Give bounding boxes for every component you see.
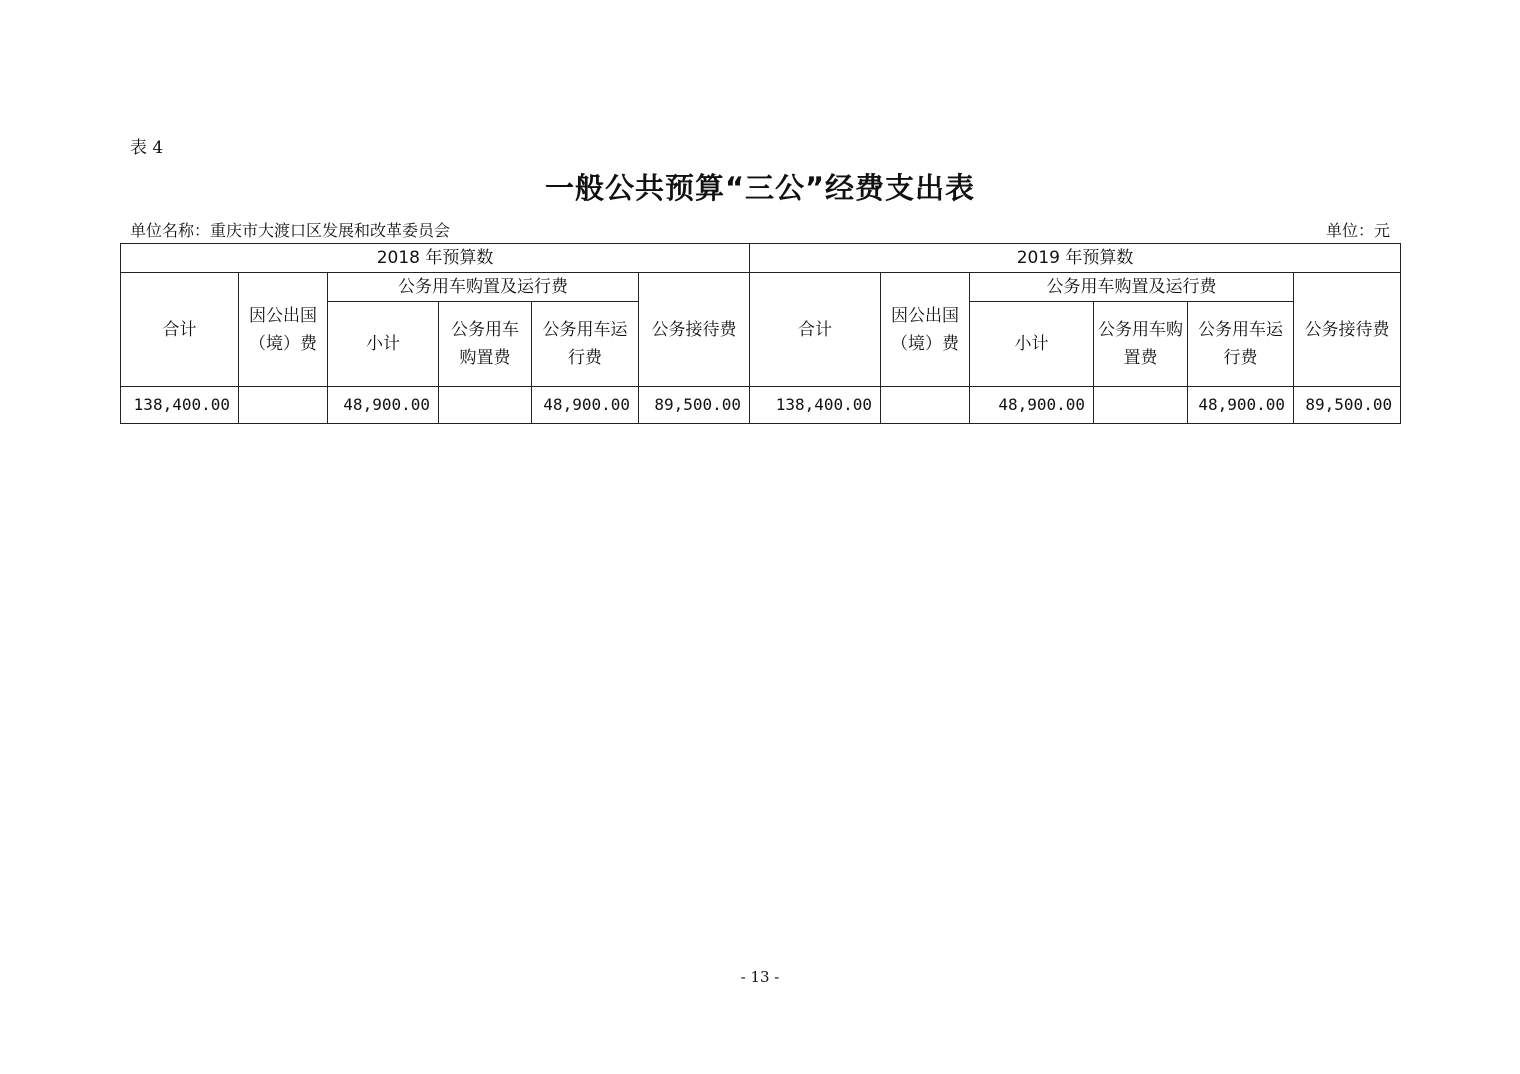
header-total-2018: 合计: [121, 273, 239, 387]
year-header-row: [121, 244, 1401, 273]
header-abroad-2019: 因公出国（境）费: [881, 273, 970, 387]
cell-subtotal-2019: 48,900.00: [970, 387, 1094, 424]
cell-vehicle-purchase-2018: [439, 387, 532, 424]
unit-row: [130, 218, 1390, 240]
header-vehicle-operation-2019: 公务用车运行费: [1188, 302, 1294, 387]
header-subtotal-2018: 小计: [328, 302, 439, 387]
unit-name: 单位名称：重庆市大渡口区发展和改革委员会: [130, 221, 451, 240]
currency-unit: 单位：元: [1325, 221, 1390, 240]
cell-abroad-2019: [881, 387, 970, 424]
header-2019: 2019 年预算数: [750, 244, 1401, 273]
header-reception-2018: 公务接待费: [639, 273, 750, 387]
cell-abroad-2018: [239, 387, 328, 424]
page-number: - 13 -: [740, 968, 780, 986]
header-total-2019: 合计: [750, 273, 881, 387]
header-abroad-2018: 因公出国（境）费: [239, 273, 328, 387]
header-reception-2019: 公务接待费: [1294, 273, 1401, 387]
cell-reception-2018: 89,500.00: [639, 387, 750, 424]
header-vehicle-2018: 公务用车购置及运行费: [328, 273, 639, 302]
cell-total-2019: 138,400.00: [750, 387, 881, 424]
page-title: 一般公共预算“三公”经费支出表: [544, 171, 976, 205]
header-subtotal-2019: 小计: [970, 302, 1094, 387]
header-2018: 2018 年预算数: [121, 244, 750, 273]
cell-vehicle-purchase-2019: [1094, 387, 1188, 424]
header-vehicle-purchase-2019: 公务用车购置费: [1094, 302, 1188, 387]
table-number: 表 4: [130, 138, 164, 158]
cell-total-2018: 138,400.00: [121, 387, 239, 424]
column-header-row: [121, 273, 1401, 302]
budget-table: [120, 243, 1401, 424]
header-vehicle-purchase-2018: 公务用车购置费: [439, 302, 532, 387]
table-row: [121, 387, 1401, 424]
cell-reception-2019: 89,500.00: [1294, 387, 1401, 424]
cell-vehicle-operation-2018: 48,900.00: [532, 387, 639, 424]
cell-vehicle-operation-2019: 48,900.00: [1188, 387, 1294, 424]
header-vehicle-operation-2018: 公务用车运行费: [532, 302, 639, 387]
cell-subtotal-2018: 48,900.00: [328, 387, 439, 424]
header-vehicle-2019: 公务用车购置及运行费: [970, 273, 1294, 302]
